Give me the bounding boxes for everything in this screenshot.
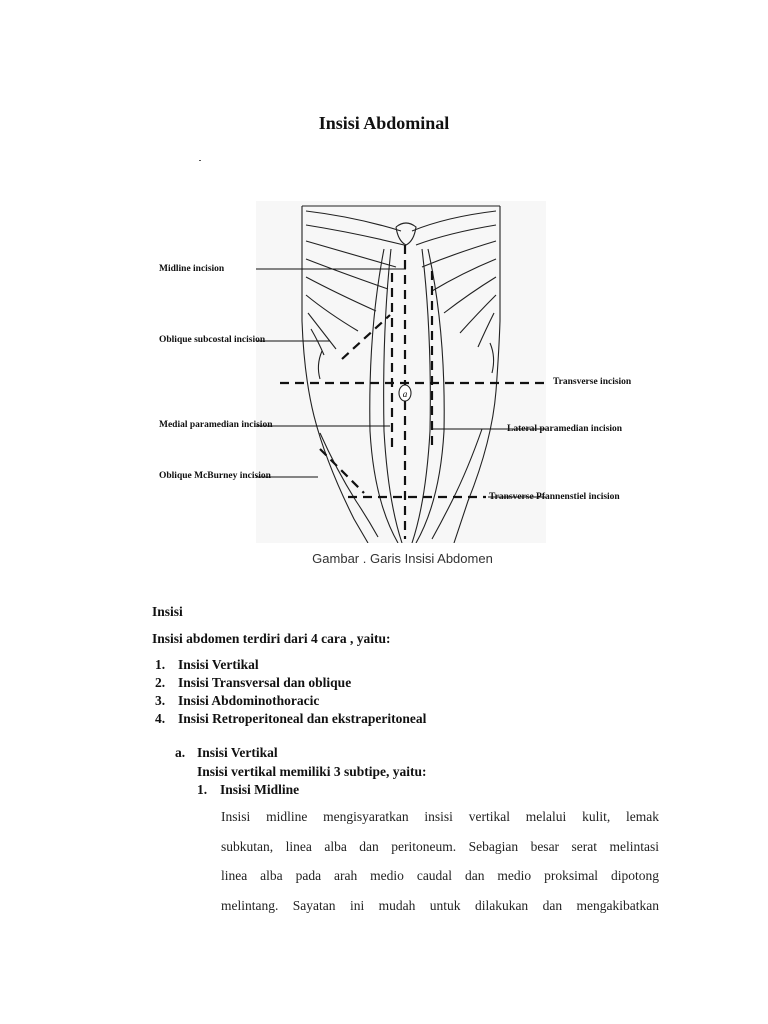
page-title: Insisi Abdominal: [318, 113, 450, 133]
label-midline-incision: Midline incision: [159, 264, 225, 274]
figure-caption: Gambar . Garis Insisi Abdomen: [312, 551, 493, 566]
list-item: 2. Insisi Transversal dan oblique: [155, 675, 352, 690]
list-item: 1. Insisi Vertikal: [155, 657, 259, 672]
paragraph-line: Insisi midline mengisyaratkan insisi vertikal melalui kulit, lemak: [221, 809, 659, 824]
stray-dot: [199, 160, 201, 161]
label-pfannenstiel: Transverse Pfannenstiel incision: [489, 492, 620, 502]
intro-text: Insisi abdomen terdiri dari 4 cara , yaitu:: [152, 631, 391, 646]
navel-letter: a: [402, 389, 408, 399]
list-item: 4. Insisi Retroperitoneal dan ekstraperitoneal: [155, 711, 427, 726]
sub-a-subtitle: Insisi vertikal memiliki 3 subtipe, yaitu:: [197, 764, 427, 779]
list-item: 3. Insisi Abdominothoracic: [155, 693, 320, 708]
label-oblique-mcburney: Oblique McBurney incision: [159, 471, 271, 481]
label-medial-paramedian: Medial paramedian incision: [159, 420, 273, 430]
paragraph-line: linea alba pada arah medio caudal dan medio proksimal dipotong: [221, 868, 659, 883]
section-heading: Insisi: [152, 604, 183, 619]
midline-paragraph: [221, 802, 659, 920]
label-lateral-paramedian: Lateral paramedian incision: [507, 424, 623, 434]
incision-methods-list: [155, 656, 426, 728]
paragraph-line: subkutan, linea alba dan peritoneum. Sebagian besar serat melintasi: [221, 838, 659, 854]
sub-a-title: Insisi Vertikal: [197, 745, 278, 760]
sub-1-title: Insisi Midline: [220, 782, 300, 797]
paragraph-line: melintang. Sayatan ini mudah untuk dilakukan dan mengakibatkan: [221, 897, 659, 913]
label-oblique-subcostal: Oblique subcostal incision: [159, 335, 266, 345]
sub-a-marker: a.: [175, 745, 186, 760]
label-transverse: Transverse incision: [553, 377, 632, 387]
sub-1-marker: 1.: [197, 782, 208, 797]
